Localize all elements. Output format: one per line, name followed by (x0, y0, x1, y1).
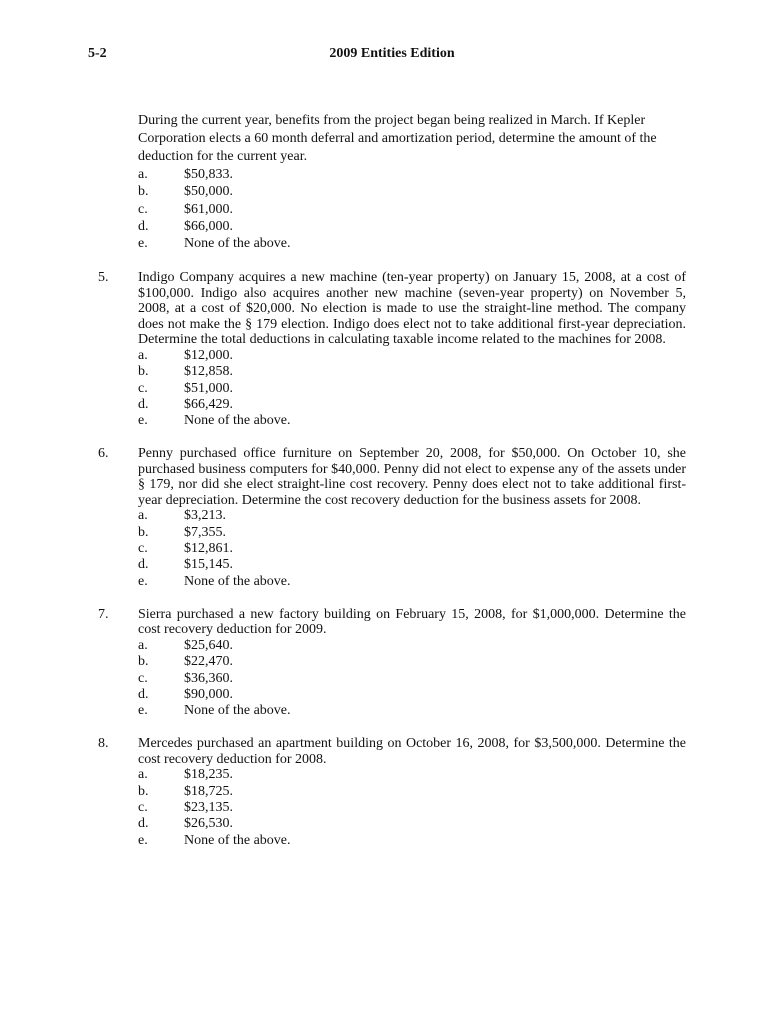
question-continuation (138, 112, 686, 252)
page-header (0, 46, 784, 66)
answer-options (138, 166, 686, 252)
answer-options (138, 508, 686, 589)
answer-option: b. $50,000. (138, 184, 233, 200)
answer-option: a. $3,213. (138, 508, 226, 524)
answer-option: c. $23,135. (138, 800, 233, 816)
answer-option: c. $51,000. (138, 380, 233, 396)
question-list (98, 112, 686, 866)
question-7 (98, 607, 686, 719)
question-5 (98, 270, 686, 429)
question-number: 7. (98, 606, 109, 622)
answer-option: a. $12,000. (138, 347, 233, 363)
question-8 (98, 736, 686, 848)
answer-option: e. None of the above. (138, 573, 291, 589)
answer-option: a. $18,235. (138, 767, 233, 783)
answer-options (138, 767, 686, 848)
answer-option: a. $25,640. (138, 637, 233, 653)
answer-option: d. $90,000. (138, 686, 233, 702)
answer-option: d. $66,429. (138, 396, 233, 412)
answer-option: a. $50,833. (138, 167, 233, 182)
answer-option: c. $61,000. (138, 201, 233, 217)
page-number: 5-2 (88, 46, 107, 61)
answer-option: d. $15,145. (138, 557, 233, 573)
question-stem: Penny purchased office furniture on September 20, 2008, for $50,000. On October 10, she purchased business computers for $40,000. Penny did not elect to expense any of the assets under § 179, nor did she elect straight-line cost recovery. Penny does elect not to take additional first-year depreciation. Determine the cost recovery deduction for the business assets for 2008. (138, 446, 686, 508)
answer-options (138, 348, 686, 429)
question-stem: During the current year, benefits from the project began being realized in March. If Kepler Corporation elects a 60 month deferral and amortization period, determine the amount of the deduction for the current year. (138, 113, 657, 164)
answer-option: e. None of the above. (138, 703, 291, 719)
question-6 (98, 446, 686, 589)
answer-option: e. None of the above. (138, 236, 291, 252)
answer-option: c. $36,360. (138, 670, 233, 686)
answer-option: b. $18,725. (138, 783, 233, 799)
answer-option: d. $66,000. (138, 218, 233, 234)
question-number: 6. (98, 446, 109, 462)
question-stem: Mercedes purchased an apartment building on October 16, 2008, for $3,500,000. Determine the cost recovery deduction for 2008. (138, 736, 686, 767)
answer-option: d. $26,530. (138, 816, 233, 832)
question-number: 8. (98, 736, 109, 752)
answer-option: b. $22,470. (138, 654, 233, 670)
answer-option: b. $7,355. (138, 524, 226, 540)
question-stem: Sierra purchased a new factory building on February 15, 2008, for $1,000,000. Determine the cost recovery deduction for 2009. (138, 606, 686, 638)
answer-options (138, 638, 686, 719)
answer-option: e. None of the above. (138, 832, 291, 848)
answer-option: b. $12,858. (138, 364, 233, 380)
question-number: 5. (98, 270, 109, 286)
edition-title: 2009 Entities Edition (329, 46, 455, 61)
answer-option: c. $12,861. (138, 541, 233, 557)
answer-option: e. None of the above. (138, 413, 291, 429)
question-stem: Indigo Company acquires a new machine (ten-year property) on January 15, 2008, at a cost of $100,000. Indigo also acquires another new machine (seven-year property) on November 5, 2008, at a cost of $20,000. No election is made to use the straight-line method. The company does not make the § 179 election. Indigo does elect not to take additional first-year depreciation. Determine the total deductions in calculating taxable income related to the machines for 2008. (138, 270, 686, 348)
